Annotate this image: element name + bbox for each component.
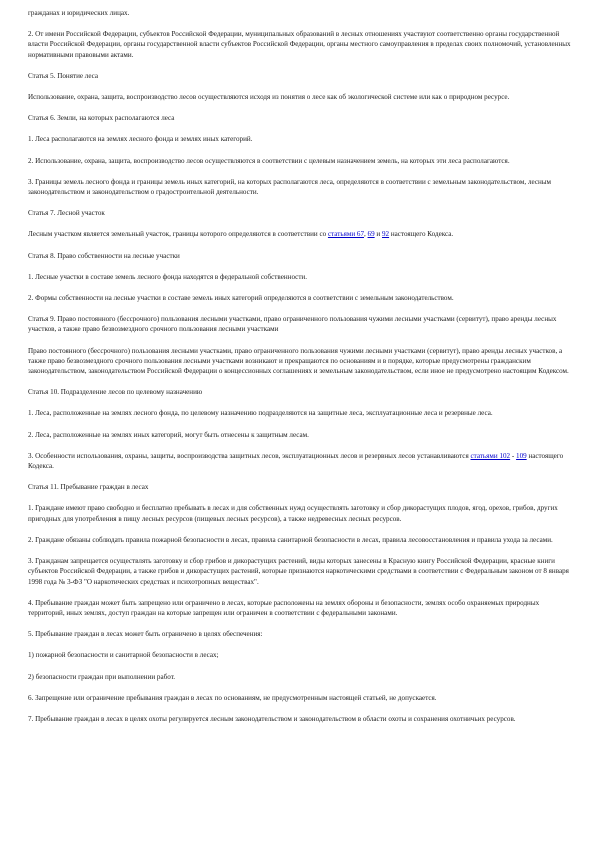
article-69-link[interactable]: 69 bbox=[367, 230, 375, 239]
list-item: 1) пожарной безопасности и санитарной безопасности в лесах; bbox=[28, 651, 219, 660]
paragraph: 4. Пребывание граждан может быть запрещено или ограничено в лесах, которые расположены на землях обороны и безопасности, землях особо охраняемых природных территорий, иных землях, доступ граждан на которые запрещен или ограничен в соответствии с федеральными законами. bbox=[28, 598, 540, 617]
paragraph: 1. Лесные участки в составе земель лесного фонда находятся в федеральной собственности. bbox=[28, 272, 307, 281]
paragraph: 2. Граждане обязаны соблюдать правила пожарной безопасности в лесах, правила санитарной безопасности в лесах, правила лесовосстановления и правила ухода за лесами. bbox=[28, 535, 553, 544]
paragraph: 2. От имени Российской Федерации, субъектов Российской Федерации, муниципальных образований в лесных отношениях участвуют соответственно органы государственной власти Российской Федерации, органы государственной власти субъектов Российской Федерации, органы местного самоуправления в пределах своих полномочий, установленных нормативными правовыми актами. bbox=[28, 30, 571, 59]
paragraph: 3. Гражданам запрещается осуществлять заготовку и сбор грибов и дикорастущих растений, виды которых занесены в Красную книгу Российской Федерации, красные книги субъектов Российской Федерации, а также грибов и дикорастущих растений, которые признаются наркотическими средствами в соответствии с Федеральным законом от 8 января 1998 года № 3-ФЗ "О наркотических средствах и психотропных веществах". bbox=[28, 557, 569, 586]
paragraph: 2. Леса, расположенные на землях иных категорий, могут быть отнесены к защитным лесам. bbox=[28, 430, 309, 439]
article-92-link[interactable]: 92 bbox=[381, 230, 390, 239]
paragraph bbox=[28, 229, 573, 239]
article-109-link[interactable]: 109 bbox=[516, 451, 527, 460]
article-heading: Статья 6. Земли, на которых располагаются леса bbox=[28, 114, 175, 123]
article-heading: Статья 8. Право собственности на лесные участки bbox=[28, 251, 180, 260]
article-heading: Статья 10. Подразделение лесов по целевому назначению bbox=[28, 388, 203, 397]
paragraph: 2. Формы собственности на лесные участки в составе земель иных категорий определяются в соответствии с земельным законодательством. bbox=[28, 294, 454, 303]
paragraph bbox=[28, 451, 573, 471]
paragraph: 1. Леса располагаются на землях лесного фонда и землях иных категорий. bbox=[28, 135, 253, 144]
article-102-link[interactable]: статьями 102 bbox=[470, 451, 511, 460]
text-fragment: настоящего Кодекса. bbox=[28, 451, 564, 471]
paragraph: 7. Пребывание граждан в лесах в целях охоты регулируется лесным законодательством и законодательством в области охоты и сохранения охотничьих ресурсов. bbox=[28, 714, 516, 723]
document-page bbox=[28, 8, 573, 735]
text-fragment: настоящего Кодекса. bbox=[389, 230, 454, 239]
paragraph: 5. Пребывание граждан в лесах может быть ограничено в целях обеспечения: bbox=[28, 630, 263, 639]
article-heading: Статья 7. Лесной участок bbox=[28, 209, 105, 218]
paragraph: 6. Запрещение или ограничение пребывания граждан в лесах по основаниям, не предусмотренным настоящей статьей, не допускается. bbox=[28, 693, 437, 702]
text-fragment: - bbox=[510, 451, 517, 460]
paragraph: Право постоянного (бессрочного) пользования лесными участками, право ограниченного пользования чужими лесными участками (сервитут), право аренды лесных участков, а также право безвозмездного срочного пользования лесными участками возникают и прекращаются по основаниям и в порядке, которые предусмотрены гражданским законодательством, законодательством Российской Федерации о концессионных соглашениях и земельным законодательством, если иное не предусмотрено настоящим Кодексом. bbox=[28, 346, 569, 376]
article-67-link[interactable]: статьями 67 bbox=[327, 230, 364, 239]
text-fragment: , bbox=[364, 230, 368, 239]
article-heading: Статья 5. Понятие леса bbox=[28, 71, 99, 80]
paragraph: 2. Использование, охрана, защита, воспроизводство лесов осуществляются в соответствии с целевым назначением земель, на которых эти леса располагаются. bbox=[28, 156, 510, 165]
article-heading: Статья 9. Право постоянного (бессрочного) пользования лесными участками, право ограниченного пользования чужими лесными участками (сервитут), право аренды лесных участков, а также право безвозмездного срочного пользования лесными участками bbox=[28, 315, 557, 334]
paragraph: гражданах и юридических лицах. bbox=[28, 9, 130, 17]
text-fragment: и bbox=[374, 230, 382, 239]
paragraph: 1. Граждане имеют право свободно и бесплатно пребывать в лесах и для собственных нужд осуществлять заготовку и сбор дикорастущих плодов, ягод, орехов, грибов, других пригодных для употребления в пищу лесных ресурсов (пищевых лесных ресурсов), а также недревесных лесных ресурсов. bbox=[28, 504, 558, 523]
paragraph: 1. Леса, расположенные на землях лесного фонда, по целевому назначению подразделяются на защитные леса, эксплуатационные леса и резервные леса. bbox=[28, 409, 493, 418]
text-fragment: Лесным участком является земельный участок, границы которого определяются в соответствии со bbox=[28, 230, 328, 239]
paragraph: Использование, охрана, защита, воспроизводство лесов осуществляются исходя из понятия о лесе как об экологической системе или как о природном ресурсе. bbox=[28, 93, 510, 102]
text-fragment: 3. Особенности использования, охраны, защиты, воспроизводства защитных лесов, эксплуатационных лесов и резервных лесов устанавливаются bbox=[28, 451, 471, 460]
article-heading: Статья 11. Пребывание граждан в лесах bbox=[28, 483, 149, 492]
list-item: 2) безопасности граждан при выполнении работ. bbox=[28, 672, 176, 681]
paragraph: 3. Границы земель лесного фонда и границы земель иных категорий, на которых располагаются леса, определяются в соответствии с земельным законодательством, лесным законодательством и законодательством о градостроительной деятельности. bbox=[28, 177, 552, 197]
